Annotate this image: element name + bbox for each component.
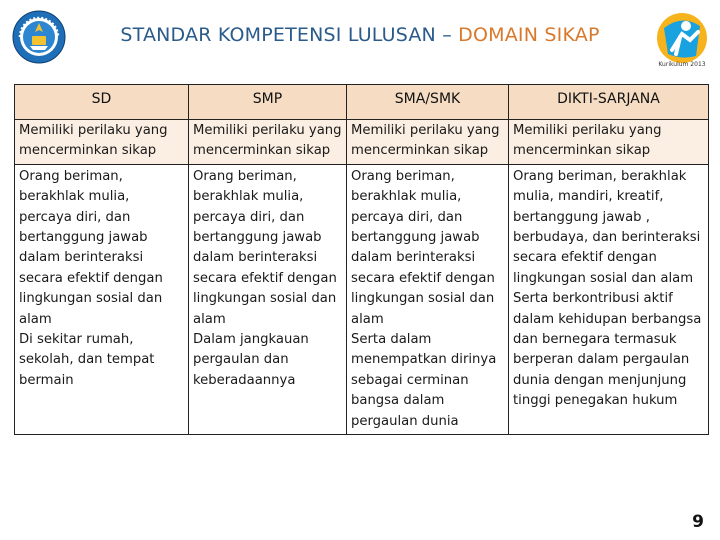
table-row: [15, 120, 709, 165]
sikap-competency-table: [14, 84, 709, 435]
header-sma-smk: SMA/SMK: [347, 85, 509, 120]
page-title: [70, 24, 650, 46]
cell-dikti-sikap: [509, 164, 709, 434]
table-row: [15, 164, 709, 434]
table-header-row: [15, 85, 709, 120]
cell-sma-perilaku: Memiliki perilaku yang mencerminkan sikap: [347, 120, 509, 165]
cell-smp-sikap-main: Orang beriman, berakhlak mulia, percaya diri, dan bertanggung jawab dalam berinteraksi secara efektif dengan lingkungan sosial dan alam: [193, 168, 337, 327]
cell-dikti-sikap-main: Orang beriman, berakhlak mulia, mandiri, kreatif, bertanggung jawab , berbudaya, dan berinteraksi secara efektif dengan lingkungan sosial dan alam: [513, 168, 701, 286]
cell-sd-perilaku: Memiliki perilaku yang mencerminkan sikap: [15, 120, 189, 165]
title-main: STANDAR KOMPETENSI LULUSAN –: [120, 24, 459, 46]
cell-sd-sikap-scope: Di sekitar rumah, sekolah, dan tempat bermain: [19, 332, 155, 388]
kurikulum-logo-text: Kurikulum 2013: [658, 61, 706, 68]
cell-sma-sikap-main: Orang beriman, berakhlak mulia, percaya diri, dan bertanggung jawab dalam berinteraksi secara efektif dengan lingkungan sosial dan alam: [351, 168, 495, 327]
cell-sd-sikap-main: Orang beriman, berakhlak mulia, percaya diri, dan bertanggung jawab dalam berinteraksi secara efektif dengan lingkungan sosial dan alam: [19, 168, 163, 327]
header-smp: SMP: [189, 85, 347, 120]
cell-smp-perilaku: Memiliki perilaku yang mencerminkan sikap: [189, 120, 347, 165]
header-sd: SD: [15, 85, 189, 120]
tut-wuri-handayani-emblem-icon: [12, 10, 66, 64]
cell-dikti-sikap-scope: Serta berkontribusi aktif dalam kehidupan berbangsa dan bernegara termasuk berperan dalam pergaulan dunia dengan menjunjung tinggi penegakan hukum: [513, 291, 702, 409]
title-accent: DOMAIN SIKAP: [458, 24, 600, 46]
cell-sma-sikap-scope: Serta dalam menempatkan dirinya sebagai cerminan bangsa dalam pergaulan dunia: [351, 332, 497, 429]
header-dikti-sarjana: DIKTI-SARJANA: [509, 85, 709, 120]
cell-sd-sikap: [15, 164, 189, 434]
cell-smp-sikap-scope: Dalam jangkauan pergaulan dan keberadaannya: [193, 332, 309, 388]
cell-dikti-perilaku: Memiliki perilaku yang mencerminkan sikap: [509, 120, 709, 165]
page-number: 9: [692, 512, 704, 532]
cell-sma-sikap: [347, 164, 509, 434]
cell-smp-sikap: [189, 164, 347, 434]
kurikulum-2013-logo-icon: [652, 10, 712, 70]
